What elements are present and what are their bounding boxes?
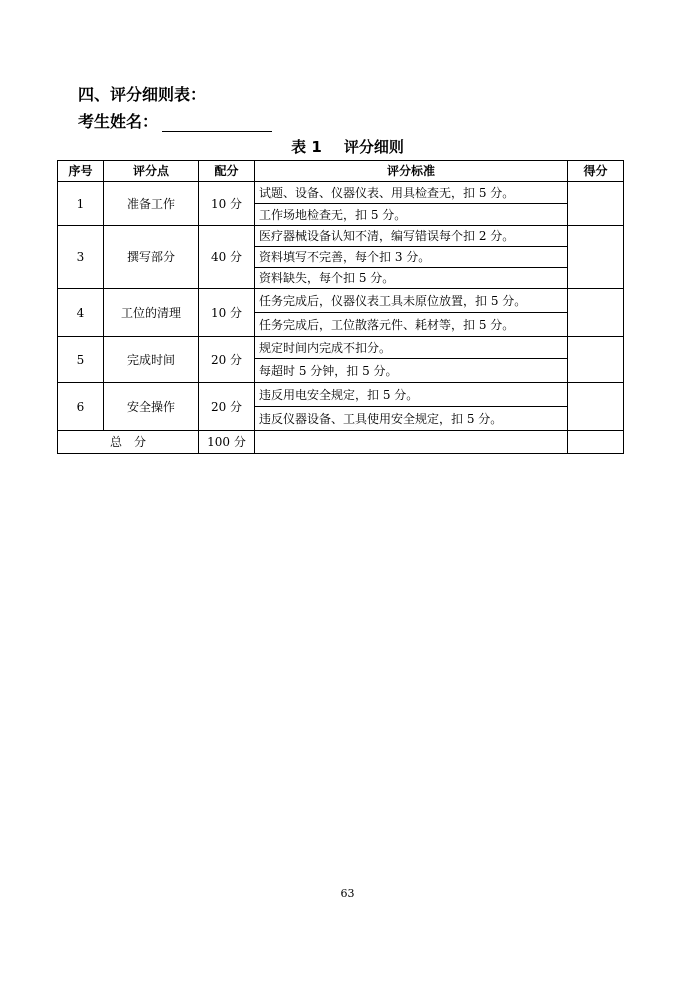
row-no: 6 <box>58 383 104 431</box>
row-criterion: 违反仪器设备、工具使用安全规定，扣 5 分。 <box>255 407 568 431</box>
table-row <box>58 226 624 247</box>
row-no: 5 <box>58 337 104 383</box>
row-points: 20 分 <box>199 383 255 431</box>
header-score: 得分 <box>568 161 624 182</box>
row-no: 1 <box>58 182 104 226</box>
row-criterion: 每超时 5 分钟，扣 5 分。 <box>255 359 568 383</box>
row-criterion: 资料填写不完善，每个扣 3 分。 <box>255 247 568 268</box>
candidate-name-label: 考生姓名： <box>78 112 159 131</box>
total-points: 100 分 <box>199 431 255 454</box>
total-criteria-cell <box>255 431 568 454</box>
row-criterion: 试题、设备、仪器仪表、用具检查无，扣 5 分。 <box>255 182 568 204</box>
section-title: 四、评分细则表： <box>78 85 207 104</box>
table-row <box>58 182 624 204</box>
row-no: 4 <box>58 289 104 337</box>
row-item: 撰写部分 <box>104 226 199 289</box>
row-criterion: 医疗器械设备认知不清，编写错误每个扣 2 分。 <box>255 226 568 247</box>
table-caption-label: 表 1 <box>291 138 322 156</box>
row-points: 40 分 <box>199 226 255 289</box>
table-caption <box>0 136 695 157</box>
header-points: 配分 <box>199 161 255 182</box>
candidate-name-line <box>78 109 272 132</box>
row-points: 20 分 <box>199 337 255 383</box>
row-item: 工位的清理 <box>104 289 199 337</box>
row-points: 10 分 <box>199 289 255 337</box>
row-score-cell[interactable] <box>568 337 624 383</box>
row-criterion: 规定时间内完成不扣分。 <box>255 337 568 359</box>
row-criterion: 资料缺失，每个扣 5 分。 <box>255 268 568 289</box>
table-row <box>58 289 624 313</box>
row-item: 准备工作 <box>104 182 199 226</box>
table-row <box>58 383 624 407</box>
total-row <box>58 431 624 454</box>
row-score-cell[interactable] <box>568 182 624 226</box>
row-criterion: 任务完成后，工位散落元件、耗材等，扣 5 分。 <box>255 313 568 337</box>
row-criterion: 工作场地检查无，扣 5 分。 <box>255 204 568 226</box>
row-criterion: 任务完成后，仪器仪表工具未原位放置，扣 5 分。 <box>255 289 568 313</box>
page-number: 63 <box>340 887 355 900</box>
total-score-cell[interactable] <box>568 431 624 454</box>
row-no: 3 <box>58 226 104 289</box>
row-item: 安全操作 <box>104 383 199 431</box>
header-criteria: 评分标准 <box>255 161 568 182</box>
table-caption-title: 评分细则 <box>343 138 404 156</box>
candidate-name-blank <box>162 115 272 132</box>
scoring-table <box>57 160 624 454</box>
header-no: 序号 <box>58 161 104 182</box>
row-item: 完成时间 <box>104 337 199 383</box>
table-header-row <box>58 161 624 182</box>
row-score-cell[interactable] <box>568 383 624 431</box>
header-item: 评分点 <box>104 161 199 182</box>
row-criterion: 违反用电安全规定，扣 5 分。 <box>255 383 568 407</box>
total-label: 总 分 <box>58 431 199 454</box>
row-score-cell[interactable] <box>568 226 624 289</box>
row-points: 10 分 <box>199 182 255 226</box>
row-score-cell[interactable] <box>568 289 624 337</box>
table-row <box>58 337 624 359</box>
